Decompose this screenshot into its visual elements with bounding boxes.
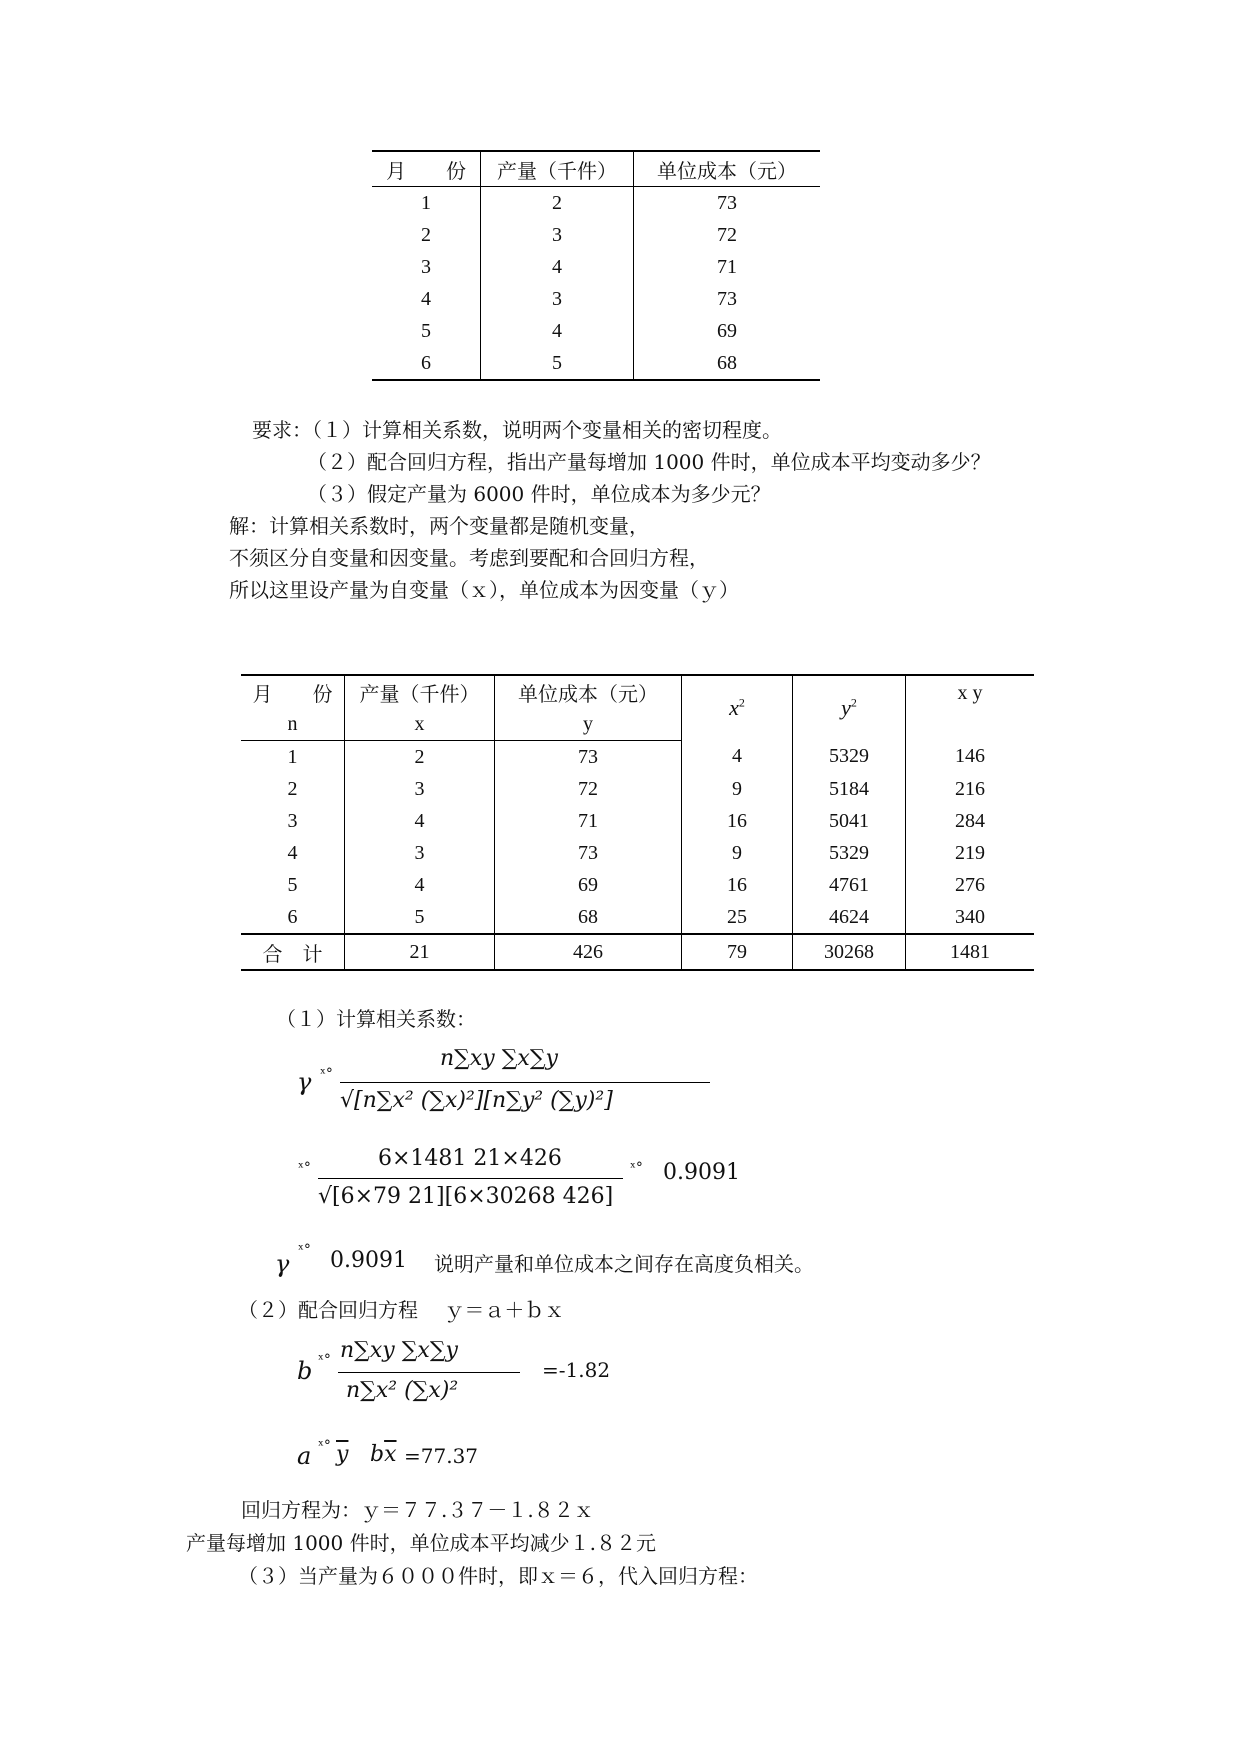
total-cell: 30268: [793, 934, 906, 970]
table-cell: 72: [717, 223, 737, 246]
part2-heading: （２）配合回归方程 ｙ＝ａ＋ｂｘ: [238, 1298, 565, 1322]
header-output: 产量（千件）: [481, 151, 634, 187]
table-cell: 219: [955, 841, 985, 864]
correlation-conclusion: 说明产量和单位成本之间存在高度负相关。: [434, 1252, 814, 1276]
b-value: =-1.82: [542, 1358, 611, 1382]
subheader-n: n: [241, 708, 345, 741]
table-cell: 3: [241, 805, 345, 837]
table-cell: 6: [372, 347, 481, 380]
a-value: =77.37: [404, 1444, 479, 1468]
total-cell: 79: [682, 934, 793, 970]
equals-glyph: ˣ°: [318, 1438, 331, 1454]
header-month: 月 份: [241, 675, 345, 708]
header-unit-cost: 单位成本（元）: [634, 151, 821, 187]
table-row: [241, 741, 1034, 774]
table-cell: 73: [495, 837, 682, 869]
table-cell: 16: [682, 869, 793, 901]
total-label: 合 计: [241, 934, 345, 970]
table-cell: 1: [372, 187, 481, 220]
table-cell: 1: [241, 741, 345, 774]
table-cell: 3: [345, 837, 495, 869]
regression-equation: 回归方程为：ｙ＝７７.３７－１.８２ｘ: [241, 1498, 594, 1522]
data-table-2: [241, 674, 1034, 971]
fraction-bar: [338, 1372, 520, 1373]
calc-denominator: √[6×79 21][6×30268 426]: [318, 1184, 614, 1209]
table-cell: 5041: [793, 805, 906, 837]
table-cell: 73: [717, 191, 737, 214]
regression-meaning: 产量每增加 1000 件时，单位成本平均减少１.８２元: [186, 1531, 656, 1555]
table-cell: 3: [481, 219, 634, 251]
table-row: [241, 869, 1034, 901]
solution-line-2: 不须区分自变量和因变量。考虑到要配和合回归方程，: [229, 546, 709, 570]
table-cell: 4624: [793, 901, 906, 934]
subheader-y: y: [495, 708, 682, 741]
table-cell: 2: [345, 741, 495, 774]
solution-line-1: 解：计算相关系数时，两个变量都是随机变量，: [229, 514, 649, 538]
table-cell: 16: [682, 805, 793, 837]
table-cell: 5: [345, 901, 495, 934]
fraction-bar: [340, 1082, 710, 1083]
table-cell: 5: [241, 869, 345, 901]
table-cell: 340: [955, 905, 985, 928]
table-cell: 71: [495, 805, 682, 837]
total-cell: 21: [345, 934, 495, 970]
table-cell: 3: [345, 773, 495, 805]
table-cell: 9: [682, 837, 793, 869]
part3-heading: （３）当产量为６０００件时，即ｘ＝６，代入回归方程：: [238, 1564, 758, 1588]
table-row: [241, 805, 1034, 837]
gamma-denominator: √[n∑x² (∑x)²][n∑y² (∑y)²]: [340, 1088, 613, 1113]
subheader-x: x: [345, 708, 495, 741]
table-cell: 4: [345, 805, 495, 837]
table-cell: 4: [481, 251, 634, 283]
gamma-symbol: γ: [275, 1250, 290, 1278]
table-cell: 2: [241, 773, 345, 805]
equals-glyph: ˣ°: [318, 1352, 331, 1368]
header-month: 月 份: [372, 151, 481, 187]
total-cell: 426: [495, 934, 682, 970]
table-cell: 216: [955, 777, 985, 800]
table-cell: 3: [372, 251, 481, 283]
table-cell: 284: [955, 809, 985, 832]
part1-heading: （１）计算相关系数：: [276, 1007, 476, 1031]
table-header-row: [241, 675, 1034, 708]
table-cell: 4761: [793, 869, 906, 901]
header-unit-cost: 单位成本（元）: [495, 675, 682, 708]
header-y-squared: $y^2$: [793, 675, 906, 741]
table-cell: 5329: [793, 837, 906, 869]
requirement-2: （２）配合回归方程，指出产量每增加 1000 件时，单位成本平均变动多少？: [307, 450, 991, 474]
table-cell: 6: [241, 901, 345, 934]
table-cell: 4: [682, 741, 793, 774]
header-xy: x y: [957, 682, 983, 704]
table-cell: 69: [717, 319, 737, 342]
table-cell: 4: [481, 315, 634, 347]
data-table-1: [372, 150, 820, 381]
table-row: [241, 773, 1034, 805]
b-denominator: n∑x² (∑x)²: [346, 1378, 459, 1403]
solution-line-3: 所以这里设产量为自变量（ｘ），单位成本为因变量（ｙ）: [229, 578, 739, 602]
table-cell: 2: [372, 219, 481, 251]
table-row: [372, 251, 820, 283]
table-cell: 9: [682, 773, 793, 805]
table-cell: 71: [717, 255, 737, 278]
table-cell: 146: [955, 745, 985, 768]
y-bar: $\overline{y}$: [336, 1442, 349, 1467]
requirement-3: （３）假定产量为 6000 件时，单位成本为多少元？: [307, 482, 771, 506]
requirement-1: 要求：（１）计算相关系数，说明两个变量相关的密切程度。: [252, 418, 782, 442]
table-cell: 4: [345, 869, 495, 901]
table-row: [372, 347, 820, 380]
gamma-value: 0.9091: [330, 1248, 407, 1273]
table-cell: 73: [717, 287, 737, 310]
a-symbol: a: [297, 1442, 312, 1470]
b-symbol: b: [297, 1357, 313, 1385]
table-cell: 5: [372, 315, 481, 347]
header-x-squared: $x^2$: [682, 675, 793, 741]
table-cell: 68: [495, 901, 682, 934]
total-cell: 1481: [906, 934, 1035, 970]
table-row: [372, 187, 820, 220]
calc-result: 0.9091: [663, 1160, 740, 1185]
calc-numerator: 6×1481 21×426: [378, 1146, 562, 1171]
table-cell: 73: [495, 741, 682, 774]
fraction-bar: [318, 1178, 623, 1179]
b-symbol: $b\overline{x}$: [370, 1442, 397, 1467]
equals-glyph: ˣ°: [630, 1160, 643, 1176]
table-row: [241, 837, 1034, 869]
table-row: [372, 283, 820, 315]
table-header-row: [372, 151, 820, 187]
table-cell: 5329: [793, 741, 906, 774]
table-row: [241, 901, 1034, 934]
table-cell: 72: [495, 773, 682, 805]
table-cell: 5: [481, 347, 634, 380]
table-cell: 2: [481, 187, 634, 220]
equals-glyph: ˣ°: [298, 1160, 311, 1176]
b-numerator: n∑xy ∑x∑y: [340, 1338, 458, 1363]
equals-glyph: ˣ°: [298, 1242, 311, 1258]
table-row: [372, 219, 820, 251]
gamma-symbol: γ: [297, 1068, 312, 1096]
table-cell: 68: [717, 351, 737, 374]
table-cell: 4: [241, 837, 345, 869]
table-total-row: [241, 934, 1034, 970]
table-cell: 5184: [793, 773, 906, 805]
table-row: [372, 315, 820, 347]
table-cell: 276: [955, 873, 985, 896]
gamma-numerator: n∑xy ∑x∑y: [440, 1046, 558, 1071]
table-cell: 3: [481, 283, 634, 315]
header-output: 产量（千件）: [345, 675, 495, 708]
equals-glyph: ˣ°: [320, 1066, 333, 1082]
table-cell: 25: [682, 901, 793, 934]
table-cell: 4: [372, 283, 481, 315]
table-cell: 69: [495, 869, 682, 901]
